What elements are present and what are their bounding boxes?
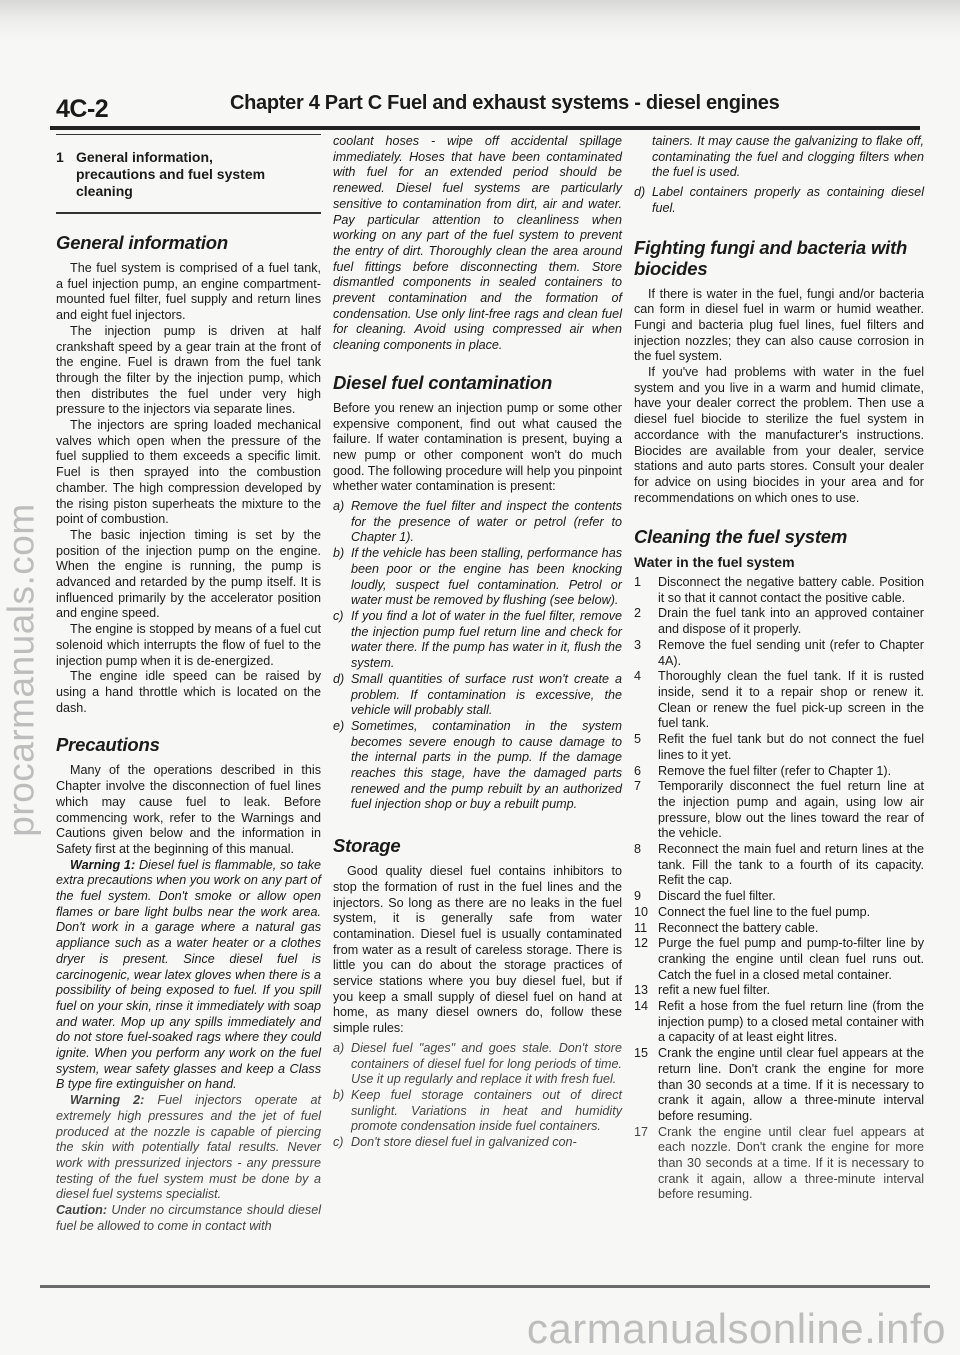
paragraph: Good quality diesel fuel contains inhibitors to stop the formation of rust in the fuel lines and the injectors. So long as there are no leaks in the fuel system, it is generally safe from water contamination. Diesel fuel is usually contaminated from water as a result of careless storage. There is little you can do about the storage practices of service stations where you buy diesel fuel, but if you keep a small supply of diesel fuel on hand at home, as many diesel owners do, follow these simple rules: <box>333 864 622 1036</box>
heading-water-in-fuel-system: Water in the fuel system <box>634 554 795 571</box>
step-text: Remove the fuel filter (refer to Chapter 1). <box>658 763 892 778</box>
step-item <box>634 889 924 905</box>
paragraph: The engine is stopped by means of a fuel cut solenoid which interrupts the flow of fuel to the injection pump when it is de-energized. <box>56 622 321 668</box>
step-text: Reconnect the main fuel and return lines at the tank. Fill the tank to a fourth of its capacity. Refit the cap. <box>658 842 924 888</box>
step-item <box>634 606 924 637</box>
heading-fighting-fungi: Fighting fungi and bacteria with biocides <box>634 236 908 279</box>
step-text: Crank the engine until clear fuel appears at each nozzle. Don't crank the engine for more than 30 seconds at a time. If it is necessary to crank it again, allow a three-minute interval before resuming. <box>658 1124 924 1202</box>
list-item <box>333 499 622 546</box>
step-text: Remove the fuel sending unit (refer to Chapter 4A). <box>658 637 924 668</box>
step-item <box>634 1046 924 1125</box>
paragraph: The injection pump is driven at half crankshaft speed by a gear train at the front of the engine. Fuel is drawn from the fuel tank through the filter by the injection pump, which then distributes the fuel under very high pressure to the injectors via separate lines. <box>56 323 321 417</box>
list-item <box>333 1041 622 1088</box>
step-number: 12 <box>634 936 649 951</box>
side-watermark <box>2 330 42 1010</box>
list-item <box>333 1088 622 1135</box>
list-item-text: Small quantities of surface rust won't create a problem. If contamination is excessive, the vehicle will probably stall. <box>351 671 622 718</box>
list-item <box>333 546 622 609</box>
list-item-text: Label containers properly as containing diesel fuel. <box>652 185 924 215</box>
step-text: Discard the fuel filter. <box>658 889 776 904</box>
step-item <box>634 575 924 606</box>
step-item <box>634 638 924 669</box>
column-3 <box>634 134 924 1203</box>
step-number: 4 <box>634 669 642 684</box>
caution <box>56 1203 321 1234</box>
side-watermark-text: procarmanuals.com <box>1 503 42 837</box>
list-item-label: b) <box>333 546 345 561</box>
paragraph: The injectors are spring loaded mechanical valves which open when the pressure of the fuel supplied to them exceeds a specific limit. Fuel is then sprayed into the combustion chamber. The high compression developed by the rising piston superheats the mixture to the point of combustion. <box>56 418 321 527</box>
step-item <box>634 999 924 1046</box>
step-item <box>634 936 924 983</box>
page-number: 4C-2 <box>56 95 109 123</box>
contamination-list <box>333 499 622 813</box>
step-number: 17 <box>634 1124 649 1139</box>
section-heading <box>56 134 321 214</box>
step-item <box>634 669 924 732</box>
list-item-label: c) <box>333 1135 344 1150</box>
step-text: Crank the engine until clear fuel appears at the return line. Don't crank the engine for more than 30 seconds at a time. If it is necessary to crank it again, allow a three-minute interval before resuming. <box>658 1046 924 1123</box>
step-number: 6 <box>634 763 642 778</box>
bottom-watermark: carmanualsonline.info <box>526 1305 946 1352</box>
page-title: Chapter 4 Part C Fuel and exhaust systems - diesel engines <box>230 92 780 114</box>
bottom-rule <box>40 1285 930 1288</box>
heading-storage: Storage <box>333 835 401 857</box>
list-item <box>634 185 924 216</box>
list-item-label: a) <box>333 499 345 514</box>
list-item-label: c) <box>333 608 344 623</box>
list-item-label: d) <box>333 671 345 686</box>
header-rule <box>50 126 920 130</box>
caution-text: Under no circumstance should diesel fuel be allowed to come in contact with <box>56 1203 321 1233</box>
section-title: General information, precautions and fuel system cleaning <box>76 149 266 199</box>
paragraph: tainers. It may cause the galvanizing to flake off, contaminating the fuel and clogging filters when the fuel is used. <box>652 134 924 180</box>
step-text: Refit the fuel tank but do not connect the fuel lines to it yet. <box>658 732 924 762</box>
step-item <box>634 1125 924 1204</box>
list-item-label: b) <box>333 1087 345 1102</box>
step-number: 8 <box>634 842 642 857</box>
scan-top-smudge <box>0 0 960 40</box>
list-item-text: Diesel fuel "ages" and goes stale. Don't store containers of diesel fuel for long periods of time. Use it up regularly and replace it with fresh fuel. <box>351 1040 622 1087</box>
column-2 <box>333 134 622 1151</box>
list-item-text: Remove the fuel filter and inspect the contents for the presence of water or petrol (refer to Chapter 1). <box>351 499 622 545</box>
column-1 <box>56 134 321 1234</box>
warning-2-text: Fuel injectors operate at extremely high pressures and the jet of fuel produced at the nozzle is capable of piercing the skin with potentially fatal results. Never work with pressurized injectors - any pressure testing of the fuel system must be done by a diesel fuel systems specialist. <box>56 1093 322 1202</box>
step-item <box>634 732 924 763</box>
list-item-text: Don't store diesel fuel in galvanized con- <box>351 1135 577 1150</box>
paragraph: The engine idle speed can be raised by using a hand throttle which is located on the dash. <box>56 669 321 715</box>
heading-diesel-fuel-contamination: Diesel fuel contamination <box>333 371 553 393</box>
warning-1-text: Diesel fuel is flammable, so take extra precautions when you work on any part of the fuel system. Don't smoke or allow open flames or bare light bulbs near the work area. Don't work in a garage where a natural gas appliance such as a water heater or a clothes dryer is present. Since diesel fuel is carcinogenic, wear latex gloves when there is a possibility of being exposed to fuel. If you spill fuel on your skin, rinse it immediately with soap and water. Mop up any spills immediately and do not store fuel-soaked rags where they could ignite. When you perform any work on the fuel system, wear safety glasses and keep a Class B type fire extinguisher on hand. <box>56 857 321 1092</box>
list-item <box>333 672 622 719</box>
step-text: Thoroughly clean the fuel tank. If it is rusted inside, send it to a repair shop or renew it. Clean or renew the fuel pick-up screen in the fuel tank. <box>658 669 924 731</box>
list-item-label: d) <box>634 185 646 200</box>
section-number: 1 <box>56 149 64 165</box>
step-number: 3 <box>634 637 642 652</box>
step-text: refit a new fuel filter. <box>658 983 770 998</box>
step-text: Reconnect the battery cable. <box>658 920 819 935</box>
paragraph: The fuel system is comprised of a fuel tank, a fuel injection pump, an engine compartment-mounted fuel filter, fuel supply and return lines and eight fuel injectors. <box>56 261 321 323</box>
paragraph: Before you renew an injection pump or some other expensive component, find out what caused the failure. If water contamination is present, buying a new pump or other component won't do much good. The following procedure will help you pinpoint whether water contamination is present: <box>333 400 622 494</box>
storage-list <box>333 1041 622 1151</box>
step-text: Drain the fuel tank into an approved container and dispose of it properly. <box>658 606 924 637</box>
paragraph: If you've had problems with water in the fuel system and you live in a warm and humid climate, have your dealer correct the problem. Then use a diesel fuel biocide to sterilize the fuel system in accordance with the manufacturer's instructions. Biocides are available from your dealer, service stations and auto parts stores. Consult your dealer for advice on using biocides in your area and for recommendations on which ones to use. <box>634 365 924 505</box>
list-item <box>333 719 622 813</box>
heading-general-information: General information <box>56 232 228 253</box>
storage-list-continued <box>634 185 924 216</box>
step-number: 1 <box>634 575 642 590</box>
warning-1 <box>56 858 321 1094</box>
warning-2 <box>56 1093 321 1203</box>
step-number: 7 <box>634 779 642 794</box>
list-item-label: a) <box>333 1040 345 1055</box>
step-number: 15 <box>634 1046 649 1061</box>
step-number: 11 <box>634 920 648 935</box>
heading-precautions: Precautions <box>56 734 160 756</box>
step-item <box>634 764 924 780</box>
step-number: 9 <box>634 889 642 904</box>
step-text: Disconnect the negative battery cable. Position it so that it cannot contact the positive cable. <box>658 575 924 605</box>
step-text: Purge the fuel pump and pump-to-filter line by cranking the engine until clean fuel runs out. Catch the fuel in a closed metal container. <box>658 936 924 982</box>
paragraph: If there is water in the fuel, fungi and/or bacteria can form in diesel fuel in warm or humid weather. Fungi and bacteria plug fuel lines, fuel filters and injection nozzles; they can also cause corrosion in the fuel system. <box>634 286 924 364</box>
step-item <box>634 842 924 889</box>
warning-2-label: Warning 2: <box>70 1093 145 1108</box>
step-number: 14 <box>634 999 649 1014</box>
step-number: 2 <box>634 606 642 621</box>
step-text: Temporarily disconnect the fuel return line at the injection pump and again, using low air pressure, blow out the lines toward the rear of the vehicle. <box>658 779 924 841</box>
step-item <box>634 905 924 921</box>
step-number: 10 <box>634 904 649 919</box>
step-text: Refit a hose from the fuel return line (from the injection pump) to a closed metal container with a capacity of at least eight litres. <box>658 999 924 1045</box>
paragraph: coolant hoses - wipe off accidental spillage immediately. Hoses that have been contaminated with fuel for an extended period should be renewed. Diesel fuel systems are particularly sensitive to contamination from dirt, air and water. Pay particular attention to cleanliness when working on any part of the fuel system to prevent the entry of dirt. Thoroughly clean the area around fuel fittings before disconnecting them. Store dismantled components in sealed containers to prevent contamination and the formation of condensation. Use only lint-free rags and clean fuel for cleaning. Avoid using compressed air when cleaning components in place. <box>333 134 622 353</box>
step-item <box>634 983 924 999</box>
list-item-text: Sometimes, contamination in the system becomes severe enough to cause damage to the internal parts in the pump. If the damage reaches this stage, have the damaged parts renewed and the pump rebuilt by an authorized fuel injection shop or buy a rebuilt pump. <box>351 718 622 812</box>
list-item <box>333 1135 622 1151</box>
step-text: Connect the fuel line to the fuel pump. <box>658 904 871 919</box>
caution-label: Caution: <box>56 1203 108 1218</box>
heading-cleaning-fuel-system: Cleaning the fuel system <box>634 526 848 548</box>
warning-1-label: Warning 1: <box>70 857 136 872</box>
list-item-text: Keep fuel storage containers out of direct sunlight. Variations in heat and humidity promote condensation inside fuel containers. <box>351 1087 622 1134</box>
list-item-text: If the vehicle has been stalling, performance has been poor or the engine has been knocking loudly, suspect fuel contamination. Petrol or water must be removed by flushing (see below). <box>351 546 622 608</box>
step-number: 5 <box>634 732 642 747</box>
step-item <box>634 921 924 937</box>
step-number: 13 <box>634 983 649 998</box>
paragraph: The basic injection timing is set by the position of the injection pump on the engine. When the engine is running, the pump is advanced and retarded by the pump itself. It is influenced primarily by the accelerator position and engine speed. <box>56 527 321 621</box>
paragraph: Many of the operations described in this Chapter involve the disconnection of fuel lines which may cause fuel to leak. Before commencing work, refer to the Warnings and Cautions given below and the information in Safety first at the beginning of this manual. <box>56 763 321 856</box>
steps-list <box>634 575 924 1203</box>
step-item <box>634 779 924 842</box>
list-item-text: If you find a lot of water in the fuel filter, remove the injection pump fuel return line and check for water there. If the pump has water in it, flush the system. <box>351 608 622 671</box>
list-item <box>333 609 622 672</box>
list-item-label: e) <box>333 718 345 733</box>
